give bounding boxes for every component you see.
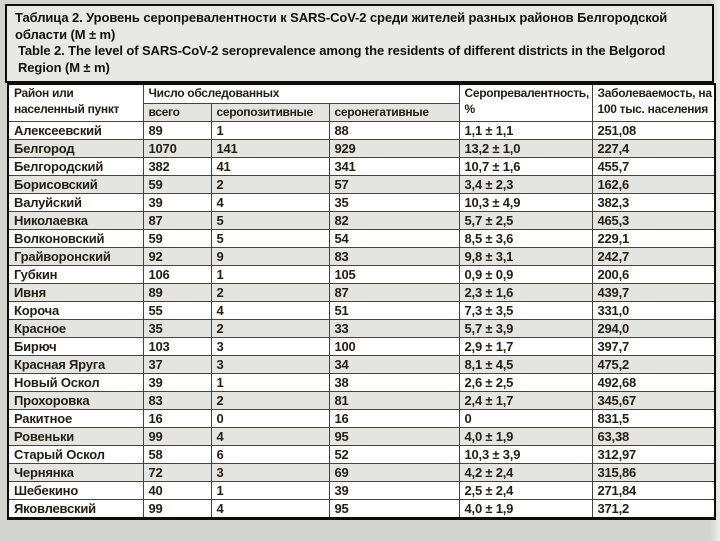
- cell-seronegative: 95: [329, 428, 459, 446]
- cell-district: Бирюч: [8, 338, 143, 356]
- table-row: [8, 230, 715, 248]
- cell-incidence: 475,2: [592, 356, 715, 374]
- table-row: [8, 284, 715, 302]
- cell-seropositive: 9: [211, 248, 329, 266]
- cell-seropositive: 1: [211, 266, 329, 284]
- cell-seronegative: 105: [329, 266, 459, 284]
- cell-seropositive: 1: [211, 374, 329, 392]
- cell-district: Николаевка: [8, 212, 143, 230]
- cell-seroprevalence: 2,3 ± 1,6: [459, 284, 592, 302]
- cell-district: Волконовский: [8, 230, 143, 248]
- caption-english: Table 2. The level of SARS-CoV-2 seroprevalence among the residents of different districts in the Belgorod Region (M ± m): [18, 43, 666, 75]
- cell-seropositive: 3: [211, 356, 329, 374]
- cell-seropositive: 41: [211, 158, 329, 176]
- cell-seroprevalence: 13,2 ± 1,0: [459, 140, 592, 158]
- table-row: [8, 392, 715, 410]
- table-row: [8, 374, 715, 392]
- cell-total: 39: [143, 374, 211, 392]
- cell-total: 37: [143, 356, 211, 374]
- cell-total: 55: [143, 302, 211, 320]
- cell-total: 83: [143, 392, 211, 410]
- cell-seronegative: 341: [329, 158, 459, 176]
- cell-seroprevalence: 2,4 ± 1,7: [459, 392, 592, 410]
- cell-total: 89: [143, 122, 211, 140]
- cell-seroprevalence: 0,9 ± 0,9: [459, 266, 592, 284]
- cell-seronegative: 39: [329, 482, 459, 500]
- cell-district: Губкин: [8, 266, 143, 284]
- cell-incidence: 831,5: [592, 410, 715, 428]
- cell-seroprevalence: 0: [459, 410, 592, 428]
- cell-total: 89: [143, 284, 211, 302]
- table-row: [8, 140, 715, 158]
- cell-district: Яковлевский: [8, 500, 143, 519]
- cell-incidence: 331,0: [592, 302, 715, 320]
- cell-seropositive: 3: [211, 338, 329, 356]
- cell-district: Грайворонский: [8, 248, 143, 266]
- cell-incidence: 439,7: [592, 284, 715, 302]
- cell-district: Борисовский: [8, 176, 143, 194]
- cell-district: Старый Оскол: [8, 446, 143, 464]
- cell-seronegative: 95: [329, 500, 459, 519]
- cell-seronegative: 83: [329, 248, 459, 266]
- table-row: [8, 248, 715, 266]
- cell-total: 99: [143, 500, 211, 519]
- cell-seronegative: 88: [329, 122, 459, 140]
- cell-seropositive: 2: [211, 176, 329, 194]
- cell-district: Шебекино: [8, 482, 143, 500]
- cell-seropositive: 2: [211, 320, 329, 338]
- cell-seronegative: 57: [329, 176, 459, 194]
- cell-incidence: 465,3: [592, 212, 715, 230]
- header-seropositive: серопозитивные: [211, 103, 329, 122]
- cell-incidence: 63,38: [592, 428, 715, 446]
- cell-district: Прохоровка: [8, 392, 143, 410]
- table-row: [8, 428, 715, 446]
- cell-seroprevalence: 2,6 ± 2,5: [459, 374, 592, 392]
- cell-seroprevalence: 3,4 ± 2,3: [459, 176, 592, 194]
- cell-total: 382: [143, 158, 211, 176]
- cell-seroprevalence: 10,7 ± 1,6: [459, 158, 592, 176]
- cell-incidence: 345,67: [592, 392, 715, 410]
- cell-total: 87: [143, 212, 211, 230]
- cell-seronegative: 69: [329, 464, 459, 482]
- cell-district: Алексеевский: [8, 122, 143, 140]
- cell-district: Красная Яруга: [8, 356, 143, 374]
- cell-seropositive: 4: [211, 428, 329, 446]
- cell-seroprevalence: 8,1 ± 4,5: [459, 356, 592, 374]
- cell-total: 92: [143, 248, 211, 266]
- cell-incidence: 251,08: [592, 122, 715, 140]
- cell-total: 1070: [143, 140, 211, 158]
- cell-total: 72: [143, 464, 211, 482]
- seroprevalence-table: [7, 83, 716, 520]
- cell-seropositive: 2: [211, 284, 329, 302]
- cell-seronegative: 87: [329, 284, 459, 302]
- cell-incidence: 492,68: [592, 374, 715, 392]
- cell-incidence: 242,7: [592, 248, 715, 266]
- cell-seroprevalence: 10,3 ± 3,9: [459, 446, 592, 464]
- cell-seronegative: 100: [329, 338, 459, 356]
- cell-seropositive: 3: [211, 464, 329, 482]
- cell-seroprevalence: 7,3 ± 3,5: [459, 302, 592, 320]
- cell-total: 59: [143, 176, 211, 194]
- cell-total: 59: [143, 230, 211, 248]
- cell-total: 35: [143, 320, 211, 338]
- cell-seroprevalence: 2,5 ± 2,4: [459, 482, 592, 500]
- cell-incidence: 312,97: [592, 446, 715, 464]
- header-seronegative: серонегативные: [329, 103, 459, 122]
- cell-incidence: 227,4: [592, 140, 715, 158]
- cell-seronegative: 16: [329, 410, 459, 428]
- cell-district: Белгород: [8, 140, 143, 158]
- header-row-1: [8, 84, 715, 103]
- table-row: [8, 176, 715, 194]
- cell-total: 58: [143, 446, 211, 464]
- cell-district: Чернянка: [8, 464, 143, 482]
- cell-district: Ровеньки: [8, 428, 143, 446]
- cell-total: 99: [143, 428, 211, 446]
- cell-total: 39: [143, 194, 211, 212]
- header-district: Район или населенный пункт: [8, 84, 143, 122]
- cell-incidence: 271,84: [592, 482, 715, 500]
- table-header: [8, 84, 715, 122]
- cell-seroprevalence: 5,7 ± 2,5: [459, 212, 592, 230]
- table-row: [8, 356, 715, 374]
- caption-russian: Таблица 2. Уровень серопревалентности к SARS-CoV-2 среди жителей разных районов Белгородской области (M ± m): [15, 10, 668, 42]
- table-caption: [5, 4, 714, 83]
- table-body: [8, 122, 715, 519]
- cell-incidence: 294,0: [592, 320, 715, 338]
- cell-incidence: 229,1: [592, 230, 715, 248]
- cell-seronegative: 33: [329, 320, 459, 338]
- cell-seroprevalence: 2,9 ± 1,7: [459, 338, 592, 356]
- cell-total: 40: [143, 482, 211, 500]
- table-row: [8, 158, 715, 176]
- cell-seroprevalence: 4,0 ± 1,9: [459, 500, 592, 519]
- cell-seropositive: 1: [211, 482, 329, 500]
- cell-seropositive: 4: [211, 194, 329, 212]
- table-row: [8, 302, 715, 320]
- cell-seronegative: 81: [329, 392, 459, 410]
- table-row: [8, 194, 715, 212]
- cell-seroprevalence: 1,1 ± 1,1: [459, 122, 592, 140]
- cell-total: 16: [143, 410, 211, 428]
- cell-seroprevalence: 8,5 ± 3,6: [459, 230, 592, 248]
- header-total: всего: [143, 103, 211, 122]
- cell-total: 103: [143, 338, 211, 356]
- cell-seropositive: 141: [211, 140, 329, 158]
- cell-seronegative: 34: [329, 356, 459, 374]
- table-row: [8, 320, 715, 338]
- cell-seropositive: 4: [211, 302, 329, 320]
- cell-district: Валуйский: [8, 194, 143, 212]
- cell-seronegative: 51: [329, 302, 459, 320]
- header-seroprevalence: Серопревалентность, %: [459, 84, 592, 122]
- cell-seropositive: 1: [211, 122, 329, 140]
- cell-seropositive: 5: [211, 212, 329, 230]
- cell-district: Красное: [8, 320, 143, 338]
- cell-seronegative: 38: [329, 374, 459, 392]
- table-row: [8, 446, 715, 464]
- cell-total: 106: [143, 266, 211, 284]
- cell-seronegative: 54: [329, 230, 459, 248]
- table-row: [8, 212, 715, 230]
- cell-seropositive: 4: [211, 500, 329, 519]
- cell-seroprevalence: 10,3 ± 4,9: [459, 194, 592, 212]
- cell-district: Новый Оскол: [8, 374, 143, 392]
- cell-incidence: 397,7: [592, 338, 715, 356]
- cell-incidence: 200,6: [592, 266, 715, 284]
- cell-seronegative: 82: [329, 212, 459, 230]
- table-row: [8, 266, 715, 284]
- header-incidence: Заболеваемость, на 100 тыс. населения: [592, 84, 715, 122]
- cell-seropositive: 5: [211, 230, 329, 248]
- cell-seronegative: 35: [329, 194, 459, 212]
- cell-seronegative: 929: [329, 140, 459, 158]
- cell-district: Ивня: [8, 284, 143, 302]
- cell-incidence: 382,3: [592, 194, 715, 212]
- cell-seroprevalence: 4,0 ± 1,9: [459, 428, 592, 446]
- cell-seroprevalence: 9,8 ± 3,1: [459, 248, 592, 266]
- cell-incidence: 371,2: [592, 500, 715, 519]
- cell-seronegative: 52: [329, 446, 459, 464]
- cell-incidence: 162,6: [592, 176, 715, 194]
- cell-district: Ракитное: [8, 410, 143, 428]
- table-row: [8, 482, 715, 500]
- table-row: [8, 410, 715, 428]
- cell-district: Короча: [8, 302, 143, 320]
- table-row: [8, 338, 715, 356]
- cell-seropositive: 2: [211, 392, 329, 410]
- table-row: [8, 464, 715, 482]
- cell-seroprevalence: 5,7 ± 3,9: [459, 320, 592, 338]
- cell-seroprevalence: 4,2 ± 2,4: [459, 464, 592, 482]
- cell-seropositive: 6: [211, 446, 329, 464]
- table-row: [8, 500, 715, 519]
- table-row: [8, 122, 715, 140]
- cell-incidence: 315,86: [592, 464, 715, 482]
- cell-seropositive: 0: [211, 410, 329, 428]
- header-examined-group: Число обследованных: [143, 84, 459, 103]
- cell-incidence: 455,7: [592, 158, 715, 176]
- cell-district: Белгородский: [8, 158, 143, 176]
